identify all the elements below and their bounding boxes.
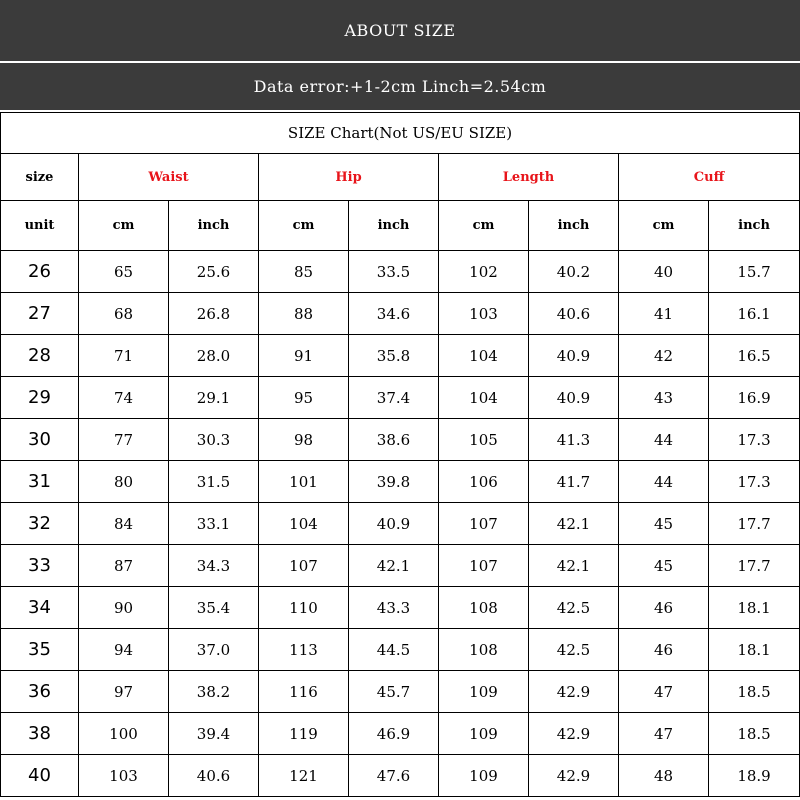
cuff-inch-cell: 16.9 bbox=[709, 377, 800, 419]
length-inch-cell: 41.7 bbox=[529, 461, 619, 503]
length-cm-cell: 107 bbox=[439, 545, 529, 587]
cuff-inch-header: inch bbox=[709, 201, 800, 251]
length-cm-cell: 104 bbox=[439, 335, 529, 377]
cuff-cm-cell: 45 bbox=[619, 503, 709, 545]
hip-inch-cell: 44.5 bbox=[349, 629, 439, 671]
hip-cm-cell: 85 bbox=[259, 251, 349, 293]
table-row bbox=[1, 377, 800, 419]
size-cell: 32 bbox=[1, 503, 79, 545]
length-inch-cell: 40.9 bbox=[529, 377, 619, 419]
waist-inch-cell: 31.5 bbox=[169, 461, 259, 503]
length-inch-cell: 42.9 bbox=[529, 755, 619, 797]
size-cell: 36 bbox=[1, 671, 79, 713]
hip-cm-cell: 110 bbox=[259, 587, 349, 629]
length-inch-cell: 40.2 bbox=[529, 251, 619, 293]
cuff-cm-cell: 47 bbox=[619, 671, 709, 713]
waist-header: Waist bbox=[79, 154, 259, 201]
cuff-inch-cell: 18.5 bbox=[709, 671, 800, 713]
table-row bbox=[1, 545, 800, 587]
waist-cm-cell: 65 bbox=[79, 251, 169, 293]
cuff-inch-cell: 15.7 bbox=[709, 251, 800, 293]
hip-header: Hip bbox=[259, 154, 439, 201]
size-cell: 31 bbox=[1, 461, 79, 503]
table-row bbox=[1, 587, 800, 629]
table-row bbox=[1, 293, 800, 335]
waist-inch-cell: 25.6 bbox=[169, 251, 259, 293]
size-cell: 35 bbox=[1, 629, 79, 671]
hip-inch-cell: 40.9 bbox=[349, 503, 439, 545]
length-cm-cell: 103 bbox=[439, 293, 529, 335]
waist-inch-header: inch bbox=[169, 201, 259, 251]
length-inch-cell: 42.5 bbox=[529, 587, 619, 629]
waist-inch-cell: 38.2 bbox=[169, 671, 259, 713]
length-cm-cell: 109 bbox=[439, 755, 529, 797]
hip-cm-cell: 91 bbox=[259, 335, 349, 377]
hip-inch-cell: 37.4 bbox=[349, 377, 439, 419]
hip-cm-cell: 95 bbox=[259, 377, 349, 419]
length-header: Length bbox=[439, 154, 619, 201]
cuff-inch-cell: 17.7 bbox=[709, 545, 800, 587]
cuff-inch-cell: 16.1 bbox=[709, 293, 800, 335]
waist-inch-cell: 34.3 bbox=[169, 545, 259, 587]
table-row bbox=[1, 419, 800, 461]
waist-cm-cell: 68 bbox=[79, 293, 169, 335]
waist-cm-cell: 103 bbox=[79, 755, 169, 797]
hip-inch-cell: 34.6 bbox=[349, 293, 439, 335]
length-cm-cell: 108 bbox=[439, 629, 529, 671]
waist-inch-cell: 37.0 bbox=[169, 629, 259, 671]
table-row bbox=[1, 335, 800, 377]
size-cell: 33 bbox=[1, 545, 79, 587]
hip-inch-cell: 42.1 bbox=[349, 545, 439, 587]
size-cell: 40 bbox=[1, 755, 79, 797]
size-cell: 29 bbox=[1, 377, 79, 419]
length-cm-cell: 107 bbox=[439, 503, 529, 545]
length-inch-cell: 42.9 bbox=[529, 713, 619, 755]
size-cell: 28 bbox=[1, 335, 79, 377]
cuff-cm-cell: 46 bbox=[619, 629, 709, 671]
table-row bbox=[1, 503, 800, 545]
hip-cm-cell: 121 bbox=[259, 755, 349, 797]
hip-inch-cell: 43.3 bbox=[349, 587, 439, 629]
cuff-cm-cell: 48 bbox=[619, 755, 709, 797]
hip-cm-cell: 119 bbox=[259, 713, 349, 755]
cuff-cm-cell: 45 bbox=[619, 545, 709, 587]
length-cm-cell: 105 bbox=[439, 419, 529, 461]
cuff-cm-header: cm bbox=[619, 201, 709, 251]
cuff-cm-cell: 46 bbox=[619, 587, 709, 629]
cuff-inch-cell: 17.3 bbox=[709, 461, 800, 503]
waist-cm-cell: 77 bbox=[79, 419, 169, 461]
size-column-header: size bbox=[1, 154, 79, 201]
hip-cm-cell: 107 bbox=[259, 545, 349, 587]
group-header-row bbox=[1, 154, 800, 201]
waist-inch-cell: 35.4 bbox=[169, 587, 259, 629]
cuff-header: Cuff bbox=[619, 154, 800, 201]
length-inch-cell: 42.9 bbox=[529, 671, 619, 713]
waist-inch-cell: 30.3 bbox=[169, 419, 259, 461]
table-row bbox=[1, 461, 800, 503]
hip-cm-header: cm bbox=[259, 201, 349, 251]
size-cell: 34 bbox=[1, 587, 79, 629]
cuff-inch-cell: 18.5 bbox=[709, 713, 800, 755]
hip-cm-cell: 113 bbox=[259, 629, 349, 671]
cuff-cm-cell: 44 bbox=[619, 419, 709, 461]
waist-cm-cell: 97 bbox=[79, 671, 169, 713]
length-inch-cell: 42.1 bbox=[529, 503, 619, 545]
table-row bbox=[1, 629, 800, 671]
table-row bbox=[1, 251, 800, 293]
size-table bbox=[0, 112, 800, 797]
size-cell: 38 bbox=[1, 713, 79, 755]
length-inch-cell: 42.5 bbox=[529, 629, 619, 671]
size-cell: 26 bbox=[1, 251, 79, 293]
cuff-cm-cell: 40 bbox=[619, 251, 709, 293]
waist-cm-cell: 84 bbox=[79, 503, 169, 545]
length-inch-cell: 41.3 bbox=[529, 419, 619, 461]
waist-inch-cell: 26.8 bbox=[169, 293, 259, 335]
cuff-inch-cell: 17.7 bbox=[709, 503, 800, 545]
hip-inch-cell: 39.8 bbox=[349, 461, 439, 503]
cuff-cm-cell: 43 bbox=[619, 377, 709, 419]
hip-inch-cell: 47.6 bbox=[349, 755, 439, 797]
hip-inch-cell: 45.7 bbox=[349, 671, 439, 713]
waist-cm-cell: 80 bbox=[79, 461, 169, 503]
waist-inch-cell: 28.0 bbox=[169, 335, 259, 377]
waist-inch-cell: 29.1 bbox=[169, 377, 259, 419]
hip-inch-cell: 46.9 bbox=[349, 713, 439, 755]
cuff-cm-cell: 47 bbox=[619, 713, 709, 755]
length-cm-cell: 108 bbox=[439, 587, 529, 629]
hip-inch-cell: 35.8 bbox=[349, 335, 439, 377]
cuff-cm-cell: 41 bbox=[619, 293, 709, 335]
about-size-banner bbox=[0, 0, 800, 63]
waist-cm-cell: 94 bbox=[79, 629, 169, 671]
length-cm-header: cm bbox=[439, 201, 529, 251]
waist-cm-cell: 74 bbox=[79, 377, 169, 419]
hip-cm-cell: 98 bbox=[259, 419, 349, 461]
waist-inch-cell: 40.6 bbox=[169, 755, 259, 797]
size-cell: 30 bbox=[1, 419, 79, 461]
hip-inch-cell: 38.6 bbox=[349, 419, 439, 461]
hip-cm-cell: 116 bbox=[259, 671, 349, 713]
waist-cm-cell: 90 bbox=[79, 587, 169, 629]
length-cm-cell: 102 bbox=[439, 251, 529, 293]
hip-cm-cell: 104 bbox=[259, 503, 349, 545]
size-chart-title: SIZE Chart(Not US/EU SIZE) bbox=[1, 113, 800, 154]
waist-cm-header: cm bbox=[79, 201, 169, 251]
cuff-cm-cell: 42 bbox=[619, 335, 709, 377]
data-error-banner bbox=[0, 63, 800, 112]
hip-cm-cell: 88 bbox=[259, 293, 349, 335]
length-cm-cell: 109 bbox=[439, 671, 529, 713]
waist-cm-cell: 87 bbox=[79, 545, 169, 587]
waist-cm-cell: 100 bbox=[79, 713, 169, 755]
size-cell: 27 bbox=[1, 293, 79, 335]
hip-inch-header: inch bbox=[349, 201, 439, 251]
length-cm-cell: 109 bbox=[439, 713, 529, 755]
length-inch-cell: 40.6 bbox=[529, 293, 619, 335]
waist-inch-cell: 39.4 bbox=[169, 713, 259, 755]
unit-column-header: unit bbox=[1, 201, 79, 251]
unit-header-row bbox=[1, 201, 800, 251]
waist-inch-cell: 33.1 bbox=[169, 503, 259, 545]
cuff-inch-cell: 17.3 bbox=[709, 419, 800, 461]
hip-cm-cell: 101 bbox=[259, 461, 349, 503]
length-cm-cell: 106 bbox=[439, 461, 529, 503]
cuff-inch-cell: 18.1 bbox=[709, 587, 800, 629]
length-cm-cell: 104 bbox=[439, 377, 529, 419]
cuff-inch-cell: 18.1 bbox=[709, 629, 800, 671]
table-row bbox=[1, 713, 800, 755]
length-inch-cell: 42.1 bbox=[529, 545, 619, 587]
cuff-cm-cell: 44 bbox=[619, 461, 709, 503]
cuff-inch-cell: 18.9 bbox=[709, 755, 800, 797]
about-size-title: ABOUT SIZE bbox=[344, 21, 456, 40]
hip-inch-cell: 33.5 bbox=[349, 251, 439, 293]
waist-cm-cell: 71 bbox=[79, 335, 169, 377]
cuff-inch-cell: 16.5 bbox=[709, 335, 800, 377]
length-inch-cell: 40.9 bbox=[529, 335, 619, 377]
length-inch-header: inch bbox=[529, 201, 619, 251]
data-error-note: Data error:+1-2cm Linch=2.54cm bbox=[253, 77, 547, 96]
table-row bbox=[1, 755, 800, 797]
table-row bbox=[1, 671, 800, 713]
